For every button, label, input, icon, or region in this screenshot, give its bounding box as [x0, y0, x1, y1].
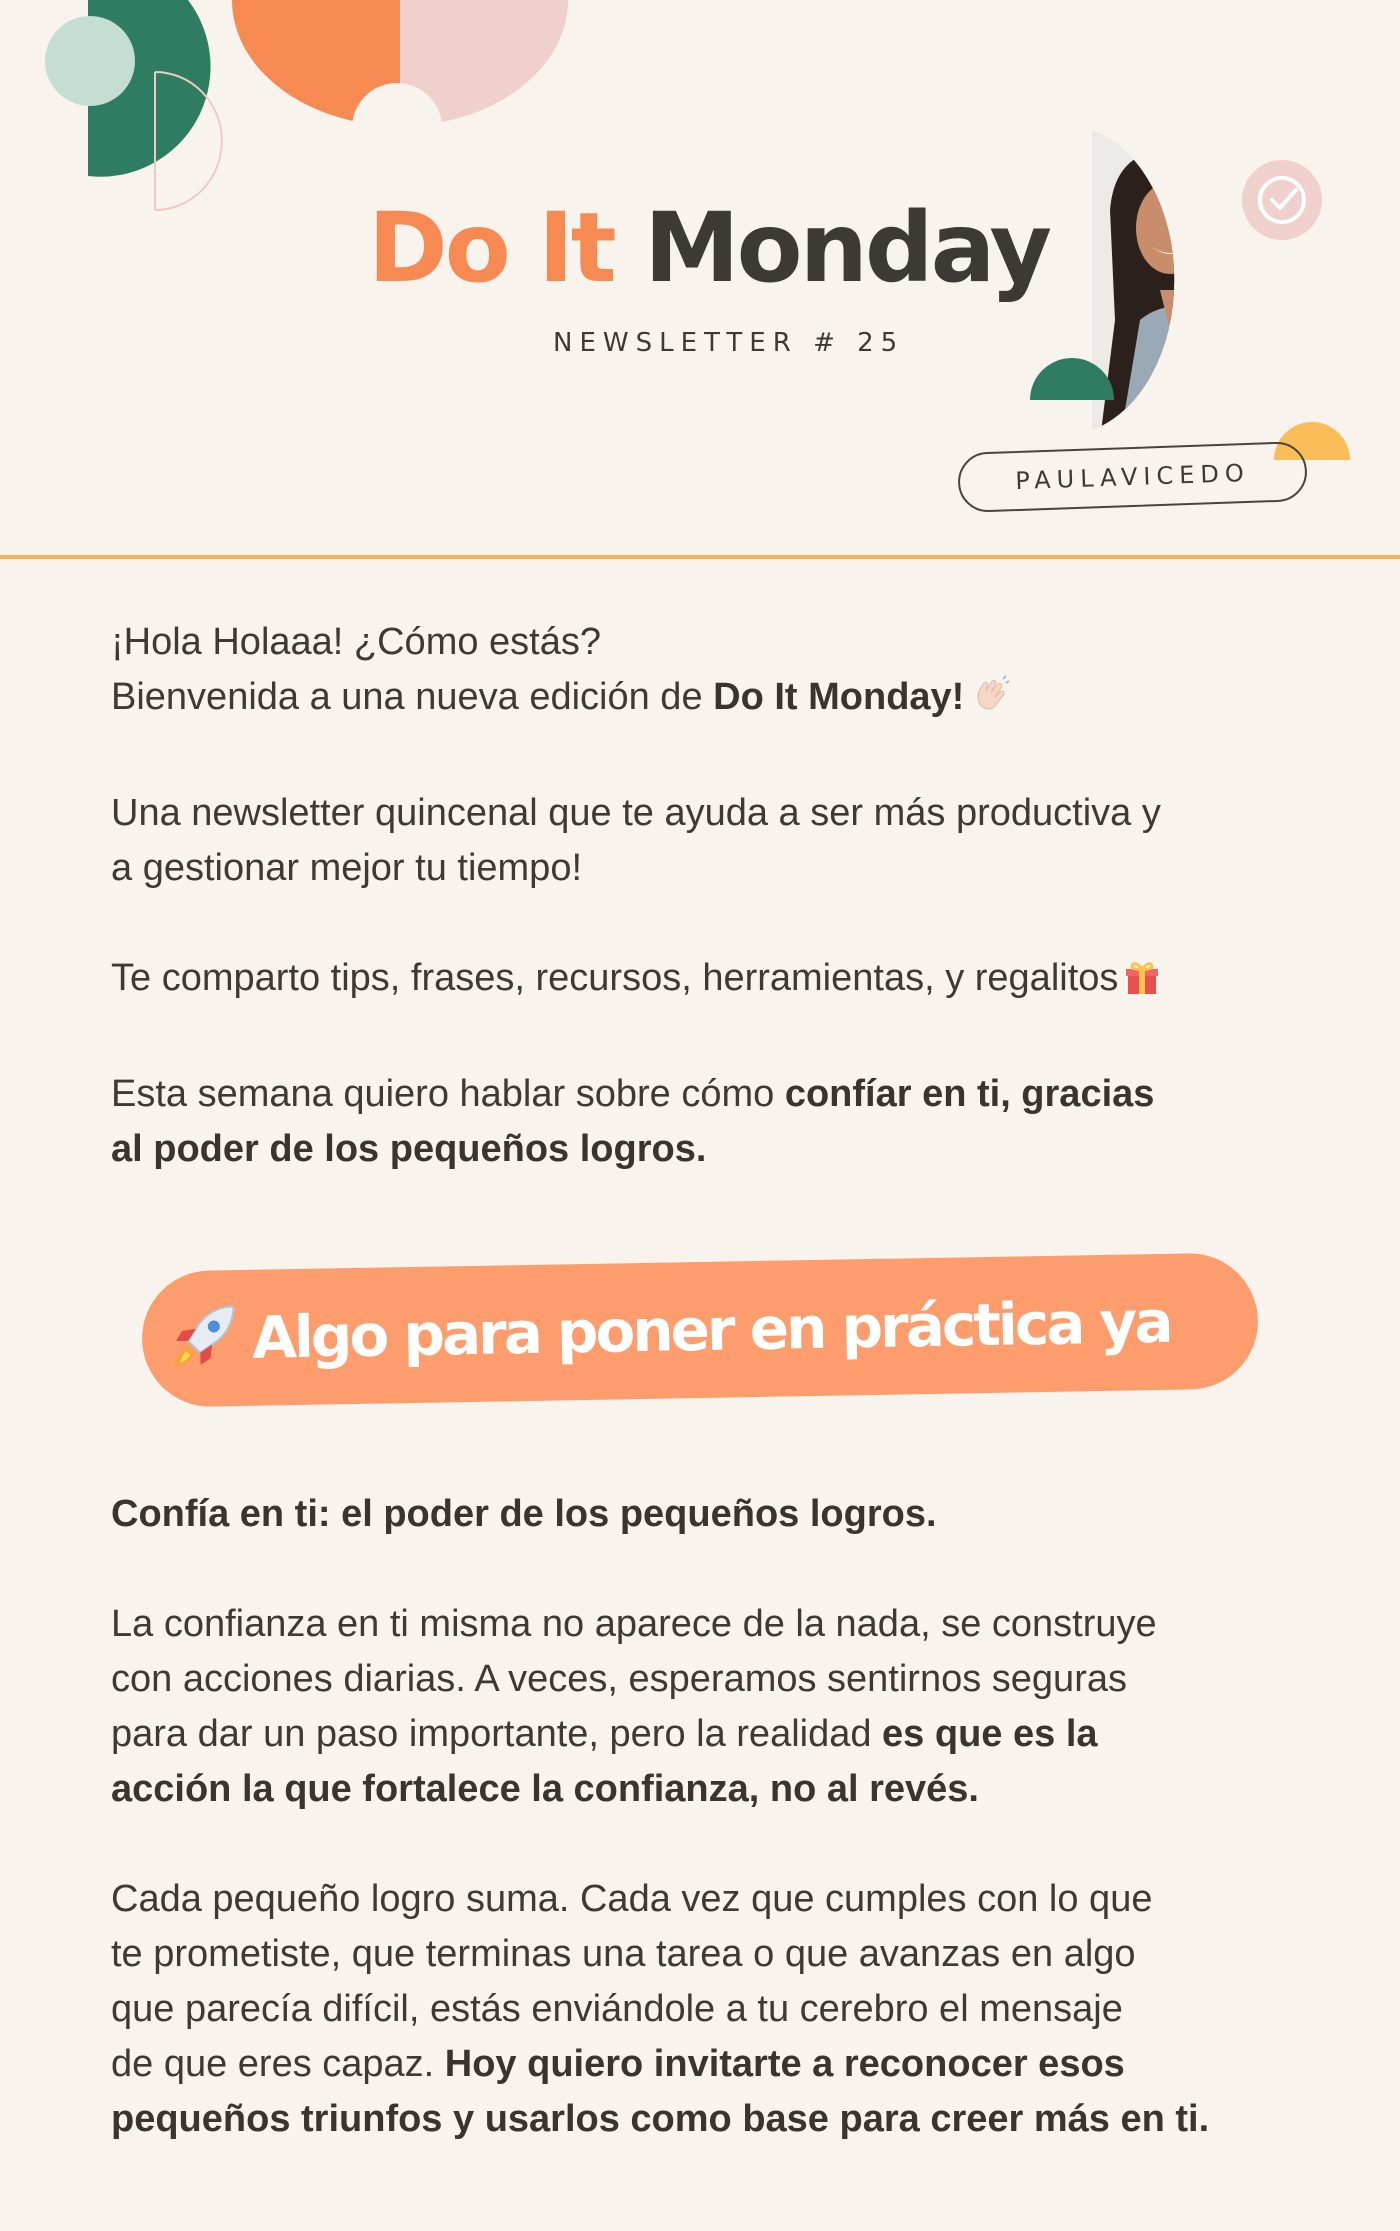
description-line-1: Una newsletter quincenal que te ayuda a ser más productiva y	[111, 792, 1161, 834]
topic-line-2	[111, 1122, 1311, 1177]
topic-paragraph	[111, 1067, 1311, 1177]
greeting-paragraph	[111, 615, 1311, 731]
p2-line-5	[111, 2092, 1311, 2147]
brand-logo	[368, 192, 1068, 304]
share-text: Te comparto tips, frases, recursos, herramientas, y regalitos	[111, 957, 1119, 999]
share-paragraph	[111, 951, 1311, 1012]
welcome-prefix: Bienvenida a una nueva edición de	[111, 676, 714, 718]
topic-line-1	[111, 1067, 1311, 1122]
article-paragraph-2	[111, 1872, 1311, 2147]
topic-prefix: Esta semana quiero hablar sobre cómo	[111, 1073, 785, 1115]
intro-section	[111, 615, 1311, 1232]
p2-line-4	[111, 2037, 1311, 2092]
p2-line-5-bold: pequeños triunfos y usarlos como base para creer más en ti.	[111, 2098, 1210, 2140]
p1-line-3	[111, 1707, 1311, 1762]
author-photo	[1020, 120, 1360, 470]
p1-line-3-bold: es que es la	[882, 1713, 1098, 1755]
greeting: ¡Hola Holaaa! ¿Cómo estás?	[111, 621, 601, 663]
section-title: Algo para poner en práctica ya	[251, 1287, 1171, 1372]
issue-label: NEWSLETTER # 25	[553, 328, 905, 358]
gift-icon	[1124, 957, 1160, 1012]
topic-bold-1: confíar en ti, gracias	[784, 1073, 1155, 1115]
p1-line-1: La confianza en ti misma no aparece de la nada, se construye	[111, 1603, 1157, 1645]
p2-line-1: Cada pequeño logro suma. Cada vez que cumples con lo que	[111, 1878, 1153, 1920]
header-divider	[0, 555, 1400, 559]
article-section	[111, 1487, 1311, 2202]
article-subtitle	[111, 1487, 1311, 1542]
decorative-shapes	[0, 0, 620, 220]
author-handle[interactable]: PAULAVICEDO	[957, 441, 1308, 513]
newsletter-header	[0, 0, 1400, 560]
p1-line-4-bold: acción la que fortalece la confianza, no al revés.	[111, 1768, 979, 1810]
p2-line-2: te prometiste, que terminas una tarea o que avanzas en algo	[111, 1933, 1136, 1975]
welcome-line	[111, 670, 1311, 731]
brand-accent: Do It	[368, 192, 614, 304]
welcome-bold: Do It Monday!	[713, 676, 965, 718]
section-heading-pill	[141, 1252, 1259, 1407]
description-line-2: a gestionar mejor tu tiempo!	[111, 847, 583, 889]
description-paragraph	[111, 786, 1311, 896]
topic-bold-2: al poder de los pequeños logros.	[111, 1128, 707, 1170]
p2-line-4-plain: de que eres capaz.	[111, 2043, 445, 2085]
article-paragraph-1	[111, 1597, 1311, 1817]
article-subtitle-text: Confía en ti: el poder de los pequeños logros.	[111, 1493, 937, 1535]
p2-line-3: que parecía difícil, estás enviándole a tu cerebro el mensaje	[111, 1988, 1123, 2030]
p1-line-2: con acciones diarias. A veces, esperamos sentirnos seguras	[111, 1658, 1127, 1700]
rocket-icon	[167, 1300, 240, 1378]
p1-line-4	[111, 1762, 1311, 1817]
brand-main: Monday	[644, 192, 1050, 304]
waving-hand-icon	[970, 675, 1010, 731]
p1-line-3-plain: para dar un paso importante, pero la realidad	[111, 1713, 883, 1755]
p2-line-4-bold: Hoy quiero invitarte a reconocer esos	[444, 2043, 1125, 2085]
